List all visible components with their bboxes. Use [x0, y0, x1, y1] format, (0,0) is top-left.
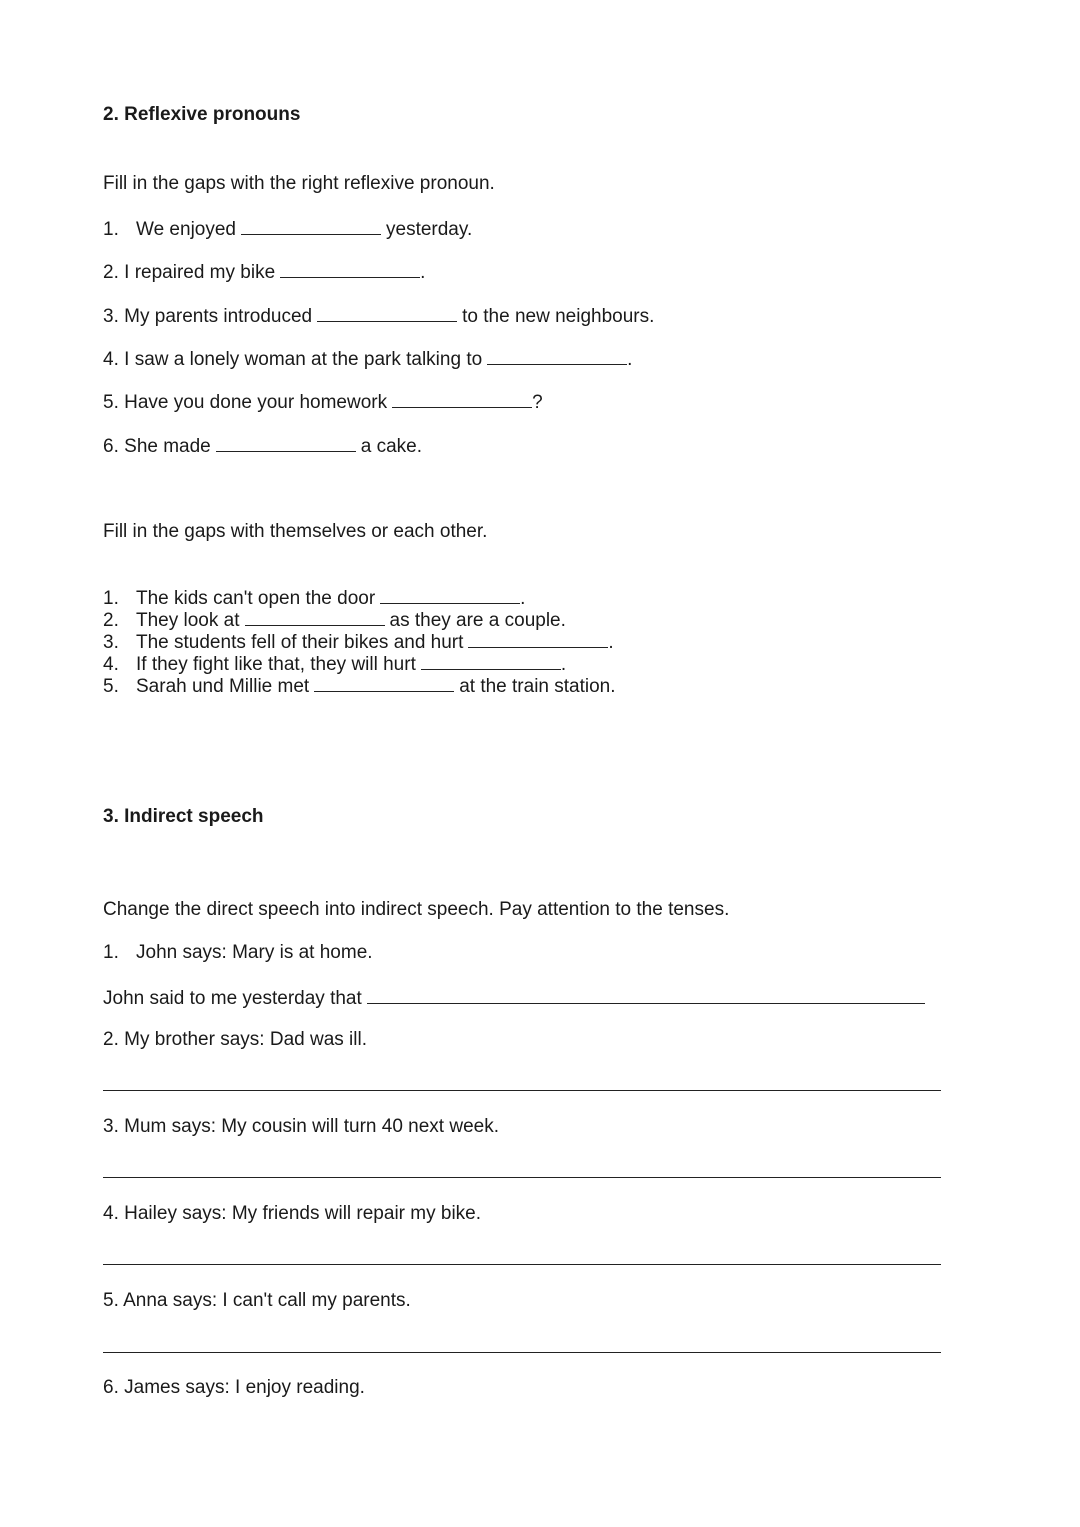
item-number: 6. [103, 436, 119, 457]
item-text: They look at [136, 610, 240, 631]
example-answer-line [103, 986, 925, 1010]
instruction: Fill in the gaps with themselves or each other. [103, 521, 488, 542]
item-number: 6. [103, 1377, 119, 1398]
exercise-item [103, 304, 654, 328]
item-number: 1. [103, 219, 119, 240]
answer-blank[interactable] [367, 986, 925, 1004]
exercise-item [103, 1377, 365, 1399]
example-prefix: John said to me yesterday that [103, 988, 362, 1009]
answer-blank[interactable] [380, 586, 520, 604]
item-text: I repaired my bike [124, 262, 276, 283]
section-title: 3. Indirect speech [103, 806, 264, 827]
item-number: 1. [103, 588, 119, 609]
item-text: James says: I enjoy reading. [124, 1377, 365, 1398]
item-text: My parents introduced [124, 306, 313, 327]
exercise-item [103, 652, 566, 676]
exercise-item [103, 1290, 411, 1312]
exercise-item [103, 630, 614, 654]
item-text: The students fell of their bikes and hurt [136, 632, 464, 653]
instruction: Fill in the gaps with the right reflexive pronoun. [103, 173, 495, 194]
item-number: 5. [103, 392, 119, 413]
exercise-item [103, 942, 373, 964]
section-title: 2. Reflexive pronouns [103, 104, 301, 125]
item-number: 2. [103, 1029, 119, 1050]
exercise-item [103, 608, 566, 632]
item-number: 3. [103, 306, 119, 327]
item-number: 2. [103, 262, 119, 283]
item-text: to the new neighbours. [462, 306, 655, 327]
item-text: . [420, 262, 426, 283]
answer-blank[interactable] [241, 217, 381, 235]
exercise-item [103, 217, 472, 241]
answer-blank[interactable] [317, 304, 457, 322]
exercise-item [103, 260, 425, 284]
item-text: I saw a lonely woman at the park talking to [124, 349, 483, 370]
item-text: . [627, 349, 633, 370]
answer-blank[interactable] [468, 630, 608, 648]
item-text: John says: Mary is at home. [136, 942, 373, 963]
answer-blank[interactable] [280, 260, 420, 278]
item-text: My brother says: Dad was ill. [124, 1029, 367, 1050]
exercise-item [103, 1029, 367, 1051]
item-number: 3. [103, 632, 119, 653]
answer-blank[interactable] [245, 608, 385, 626]
exercise-item [103, 347, 632, 371]
item-text: Anna says: I can't call my parents. [123, 1290, 411, 1311]
answer-blank[interactable] [421, 652, 561, 670]
exercise-item [103, 390, 543, 414]
exercise-item [103, 1203, 481, 1225]
item-text: Sarah und Millie met [136, 676, 310, 697]
item-number: 5. [103, 1290, 119, 1311]
answer-blank[interactable] [392, 390, 532, 408]
item-text: Mum says: My cousin will turn 40 next week. [124, 1116, 499, 1137]
answer-blank[interactable] [314, 674, 454, 692]
item-text: at the train station. [459, 676, 616, 697]
item-text: We enjoyed [136, 219, 236, 240]
item-text: She made [124, 436, 211, 457]
item-text: . [608, 632, 614, 653]
item-text: . [560, 654, 567, 675]
item-text: Hailey says: My friends will repair my bike. [124, 1203, 482, 1224]
item-text: Have you done your homework [124, 392, 388, 413]
answer-blank[interactable] [487, 347, 627, 365]
item-number: 2. [103, 610, 119, 631]
item-number: 4. [103, 349, 119, 370]
item-number: 3. [103, 1116, 119, 1137]
item-text: yesterday. [386, 219, 473, 240]
answer-line[interactable] [103, 1352, 941, 1353]
item-number: 1. [103, 942, 119, 963]
exercise-item [103, 434, 422, 458]
exercise-item [103, 674, 616, 698]
item-text: If they fight like that, they will hurt [136, 654, 416, 675]
item-text: The kids can't open the door [136, 588, 376, 609]
answer-line[interactable] [103, 1264, 941, 1265]
exercise-item [103, 586, 525, 610]
item-number: 4. [103, 1203, 119, 1224]
item-text: . [520, 588, 526, 609]
answer-line[interactable] [103, 1090, 941, 1091]
exercise-item [103, 1116, 499, 1138]
item-text: ? [532, 392, 543, 413]
answer-line[interactable] [103, 1177, 941, 1178]
answer-blank[interactable] [216, 434, 356, 452]
item-text: a cake. [360, 436, 423, 457]
instruction: Change the direct speech into indirect speech. Pay attention to the tenses. [103, 899, 730, 920]
item-number: 4. [103, 654, 119, 675]
item-text: as they are a couple. [389, 610, 566, 631]
item-number: 5. [103, 676, 119, 697]
